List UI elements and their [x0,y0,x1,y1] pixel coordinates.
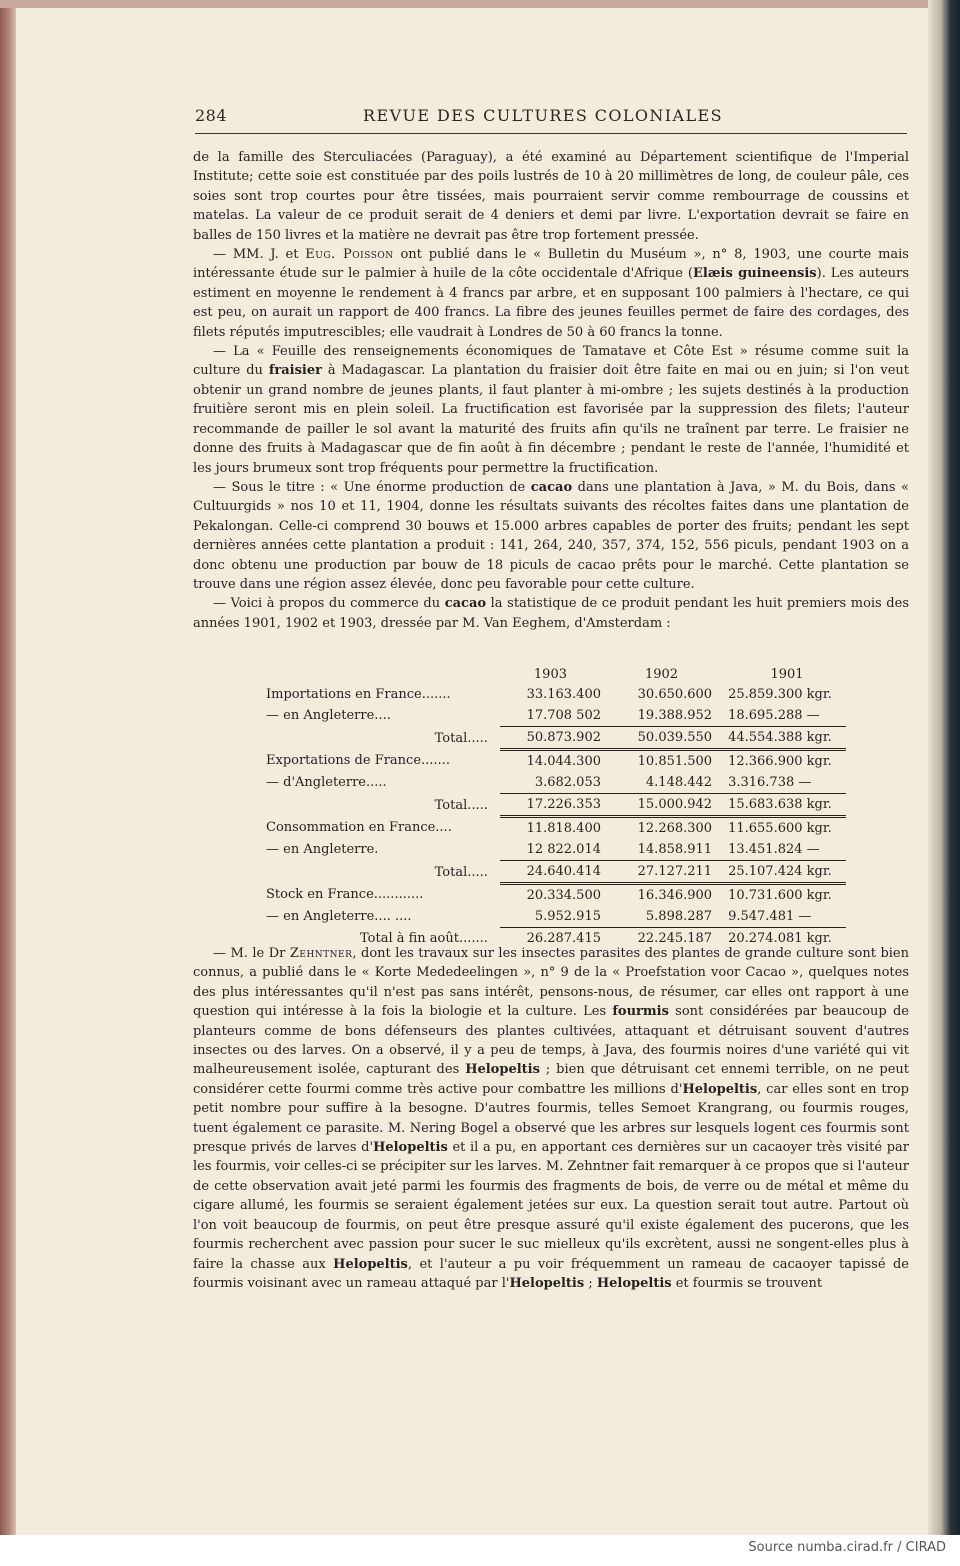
page-header [178,106,908,134]
paragraph-cacao-commerce: — Voici à propos du commerce du cacao la statistique de ce produit pendant les huit premiers mois des années 1901, 1902 et 1903, dressée par M. Van Eeghem, d'Amsterdam : [193,596,909,631]
column-header: 1903 [533,666,567,682]
table-row [266,772,846,794]
table-cell: 24.640.414 [500,861,611,884]
table-cell: 11.655.600 kgr. [722,817,846,840]
table-cell: 25.859.300 kgr. [728,687,832,702]
table-cell: 13.451.824 — [728,842,820,857]
article-body [193,148,909,633]
table-cell: 33.163.400 [526,687,601,702]
table-cell: 11.818.400 [500,817,611,840]
table-cell: 14.858.911 [637,842,713,857]
article-body-continued [193,944,909,1293]
table-cell: 25.107.424 kgr. [722,861,846,884]
cacao-statistics-table [266,664,846,949]
binding-gutter [0,0,16,1535]
table-cell: 30.650.600 [637,687,713,702]
table-cell: 27.127.211 [611,861,722,884]
paragraph-soie: de la famille des Sterculiacées (Paraguay), a été examiné au Département scientifique de l'Imperial Institute; cette soie est constituée par des poils lustrés de 10 à 20 millimètres de long, de couleur pâle, ces soies sont trop courtes pour être tissées, mais pourraient servir comme rembourrage de coussins et matelas. La valeur de ce produit serait de 4 deniers et demi par livre. L'exportation devrait se faire en balles de 150 livres et la matière ne devrait pas être trop fortement pressée. [193,150,909,243]
table-cell: 44.554.388 kgr. [722,727,846,750]
table-cell: 20.274.081 kgr. [722,928,846,950]
table-cell: 50.873.902 [500,727,611,750]
source-credit: Source numba.cirad.fr / CIRAD [748,1540,946,1555]
table-row-total [266,794,846,817]
row-label: Exportations de France....... [266,753,450,769]
table-row [266,884,846,907]
table-cell: 14.044.300 [500,750,611,773]
table-cell: 10.851.500 [611,750,722,773]
table-cell: 17.708 502 [526,708,601,723]
table-cell: 10.731.600 kgr. [722,884,846,907]
row-label: Total..... [434,864,488,880]
table-row [266,817,846,840]
paragraph-cacao-java: — Sous le titre : « Une énorme production de cacao dans une plantation à Java, » M. du Bois, dans « Cultuurgids » nos 10 et 11, 1904, donne les résultats suivants des récoltes faites dans une plantation de Pekalongan. Celle-ci comprend 30 bouws et 15.000 arbres capables de porter des fruits; pendant les sept dernières années cette plantation a produit : 141, 264, 240, 357, 374, 152, 556 piculs, pendant 1903 on a donc obtenu une production par bouw de 18 piculs de cacao prêts pour le marché. Cette plantation se trouve dans une région assez élevée, donc peu favorable pour cette culture. [193,479,909,592]
row-label: — d'Angleterre..... [266,775,387,791]
table-cell: 15.000.942 [611,794,722,817]
row-label: Consommation en France.... [266,820,452,836]
table-row-total [266,727,846,750]
table-cell: 16.346.900 [611,884,722,907]
table-cell: 5.898.287 [645,909,713,924]
table-cell: 15.683.638 kgr. [722,794,846,817]
paragraph-palmier: — MM. J. et Eug. Poisson ont publié dans le « Bulletin du Muséum », n° 8, 1903, une courte mais intéressante étude sur le palmier à huile de la côte occidentale d'Afrique (Elæis guineensis). Les auteurs estiment en moyenne le rendement à 4 francs par arbre, et en supposant 100 palmiers à l'hectare, ce qui est peu, on aurait un rapport de 400 francs. La fibre des jeunes feuilles permet de faire des cordages, des filets réputés imputrescibles; elle vaudrait à Londres de 50 à 60 francs la tonne. [193,247,910,340]
page-edge-shadow [928,0,960,1535]
table-header-row [266,664,846,684]
table-cell: 3.316.738 — [728,775,812,790]
table-cell: 9.547.481 — [728,909,812,924]
table-cell: 17.226.353 [500,794,611,817]
table-cell: 26.287.415 [500,928,611,950]
row-label: — en Angleterre.... .... [266,909,412,925]
row-label: Total à fin août....... [360,930,488,946]
table-cell: 4.148.442 [645,775,713,790]
table-cell: 12.268.300 [611,817,722,840]
table-cell: 50.039.550 [611,727,722,750]
paragraph-fourmis: — M. le Dr Zehntner, dont les travaux sur les insectes parasites des plantes de grande culture sont bien connus, a publié dans le « Korte Mededeelingen », n° 9 de la « Proefstation voor Cacao », quelques notes des plus intéressantes qu'il n'est pas sans intérêt, pensons-nous, de résumer, car elles ont rapport à une question qui intéresse à la fois la biologie et la culture. Les fourmis sont considérées par beaucoup de planteurs comme de bons défenseurs des plantes cultivées, attaquant et détruisant souvent d'autres insectes ou des larves. On a observé, il y a peu de temps, à Java, des fourmis noires d'une variété qui vit malheureusement isolée, capturant des Helopeltis ; bien que détruisant cet ennemi terrible, on ne peut considérer cette fourmi comme très active pour combattre les millions d'Helopeltis, car elles sont en trop petit nombre pour suffire à la besogne. D'autres fourmis, telles Semoet Krangrang, ou fourmis rouges, tuent également ce parasite. M. Nering Bogel a observé que les arbres sur lesquels logent ces fourmis sont presque privés de larves d'Helopeltis et il a pu, en apportant ces dernières sur un cacaoyer très visité par les fourmis, voir celles-ci se précipiter sur les larves. M. Zehntner fait remarquer à ce propos que si l'auteur de cette observation avait jeté parmi les fourmis des fragments de bois, de verre ou de métal et même du cigare allumé, les fourmis se seraient également jetées sur eux. La question serait tout autre. Partout où l'on voit beaucoup de fourmis, on peut être presque assuré qu'il existe également des pucerons, que les fourmis recherchent avec passion pour sucer le suc mielleux qu'ils excrètent, aussi ne songent-elles plus à faire la chasse aux Helopeltis, et l'auteur a pu voir fréquemment un rameau de cacaoyer tapissé de fourmis voisinant avec un rameau attaqué par l'Helopeltis ; Helopeltis et fourmis se trouvent [193,946,910,1291]
table-cell: 18.695.288 — [728,708,820,723]
paragraph-fraisier: — La « Feuille des renseignements économiques de Tamatave et Côte Est » résume comme suit la culture du fraisier à Madagascar. La plantation du fraisier doit être faite en mai ou en juin; si l'on veut obtenir un grand nombre de jeunes plants, il faut planter à mi-ombre ; les sujets destinés à la production fruitière seront mis en plein soleil. La fructification est favorisée par la suppression des filets; l'auteur recommande de pailler le sol avant la maturité des fruits afin qu'ils ne traînent par terre. Le fraisier ne donne des fruits à Madagascar que de fin août à fin décembre ; pendant le reste de l'année, l'humidité et les jours brumeux sont trop fréquents pour permettre la fructification. [193,344,909,476]
page-number: 284 [195,106,228,125]
table-row [266,705,846,727]
row-label: Total..... [434,797,488,813]
running-title: REVUE DES CULTURES COLONIALES [363,106,723,125]
table-row [266,684,846,705]
table-cell: 3.682.053 [534,775,601,790]
row-label: Stock en France............ [266,887,424,903]
column-header: 1902 [644,666,679,682]
table-cell: 12.366.900 kgr. [722,750,846,773]
binding-edge [0,0,960,8]
row-label: Importations en France....... [266,687,451,702]
header-rule [195,133,907,134]
table-cell: 19.388.952 [637,708,713,723]
row-label: — en Angleterre. [266,842,379,858]
table-row [266,906,846,928]
row-label: Total..... [434,730,488,746]
column-header: 1901 [770,666,804,682]
table-cell: 20.334.500 [500,884,611,907]
table-cell: 22.245.187 [611,928,722,950]
row-label: — en Angleterre.... [266,708,391,724]
table-row [266,750,846,773]
table-cell: 12 822.014 [526,842,601,857]
table-cell: 5.952.915 [534,909,601,924]
table-row [266,839,846,861]
table-row-total [266,861,846,884]
